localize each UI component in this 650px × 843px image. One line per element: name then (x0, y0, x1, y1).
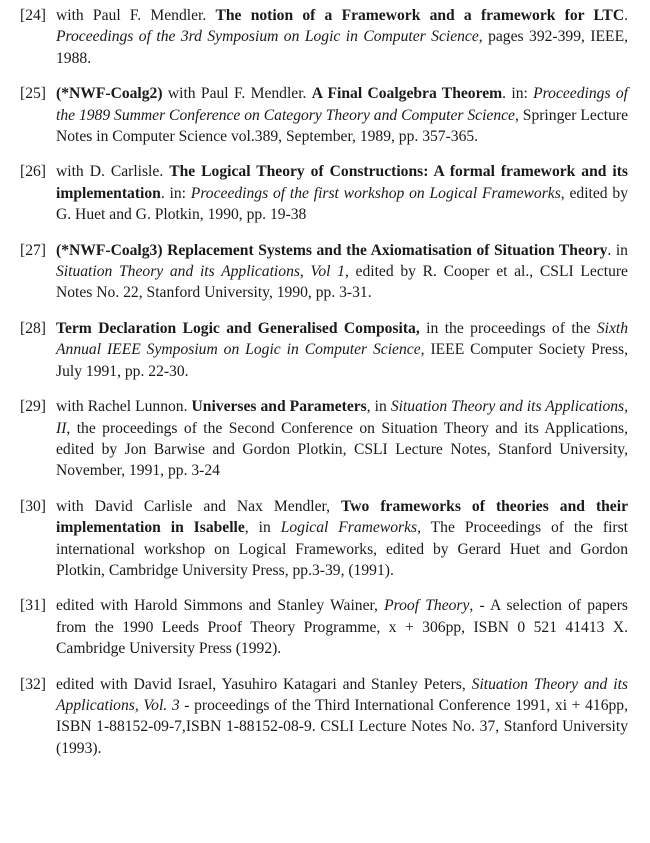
entry-number: [24] (20, 7, 46, 24)
entry-text: , The Proceedings of the first international workshop on Logical Frameworks, edited by Gerard Huet and Gordon Plotkin, Cambridge University Press, pp.3-39, (1991). (56, 519, 628, 579)
bibliography-entry (20, 161, 628, 225)
entry-text: , in (366, 398, 391, 416)
bibliography-entry (20, 83, 628, 147)
entry-title: The Logical Theory of Constructions: A formal framework and its implementation (56, 163, 629, 202)
entry-title: Two frameworks of theories and their implementation in Isabelle (56, 497, 628, 537)
entry-number: [27] (20, 241, 46, 259)
bibliography-entry (20, 595, 628, 659)
entry-text: . in: (502, 85, 534, 103)
entry-number: [28] (20, 319, 46, 337)
entry-text: . in: (160, 184, 191, 202)
entry-text: . (624, 7, 629, 24)
entry-number: [31] (20, 597, 46, 615)
entry-text: edited with David Israel, Yasuhiro Katagari and Stanley Peters, (56, 675, 472, 693)
entry-number: [32] (20, 675, 46, 693)
entry-venue: Situation Theory and its Applications, Vol 1 (56, 263, 345, 281)
entry-venue: Situation Theory and its Applications, Vol. 3 (56, 675, 628, 714)
entry-number: [30] (20, 497, 46, 515)
entry-number: [29] (20, 398, 46, 416)
entry-title: A Final Coalgebra Theorem (311, 85, 503, 103)
entry-title: Term Declaration Logic and Generalised Composita, (56, 319, 420, 337)
bibliography-entry (20, 674, 628, 760)
entry-text: with Rachel Lunnon. (56, 398, 192, 416)
bibliography-list (20, 5, 628, 759)
entry-venue: Proof Theory (384, 597, 470, 615)
entry-text: - proceedings of the Third International Conference 1991, xi + 416pp, ISBN 1-88152-09-7,ISBN 1-88152-08-9. CSLI Lecture Notes No. 37, Stanford University (1993). (56, 696, 628, 757)
entry-title: (*NWF-Coalg2) (56, 85, 163, 103)
entry-text: with David Carlisle and Nax Mendler, (56, 497, 342, 515)
entry-text: , the proceedings of the Second Conference on Situation Theory and its Applications, edited by Jon Barwise and Gordon Plotkin, CSLI Lecture Notes, Stanford University, November, 1991, pp. 3-24 (56, 419, 628, 480)
entry-venue: Proceedings of the 3rd Symposium on Logic in Computer Science (56, 28, 479, 46)
entry-venue: Sixth Annual IEEE Symposium on Logic in Computer Science (56, 319, 628, 359)
entry-text: with D. Carlisle. (56, 163, 170, 181)
entry-number: [25] (20, 85, 46, 103)
entry-venue: Situation Theory and its Applications, II (56, 398, 629, 437)
entry-number: [26] (20, 163, 46, 181)
entry-venue: Proceedings of the first workshop on Logical Frameworks (190, 184, 561, 202)
entry-text: with Paul F. Mendler. (56, 7, 216, 24)
bibliography-entry (20, 496, 628, 582)
bibliography-entry (20, 240, 628, 304)
entry-text: in the proceedings of the (419, 319, 597, 337)
entry-text: . in (607, 241, 628, 259)
entry-text: , - A selection of papers from the 1990 Leeds Proof Theory Programme, x + 306pp, ISBN 0 521 41413 X. Cambridge University Press (1992). (56, 597, 628, 658)
entry-title: Universes and Parameters (191, 398, 367, 416)
entry-title: The notion of a Framework and a framework for LTC (215, 7, 625, 24)
entry-text: edited with Harold Simmons and Stanley Wainer, (56, 597, 385, 615)
bibliography-entry (20, 5, 628, 69)
entry-venue: Logical Frameworks (280, 519, 418, 537)
entry-text: with Paul F. Mendler. (162, 85, 312, 103)
entry-title: (*NWF-Coalg3) Replacement Systems and the Axiomatisation of Situation Theory (56, 241, 608, 259)
entry-text: , in (244, 519, 281, 537)
entry-venue: Proceedings of the 1989 Summer Conference on Category Theory and Computer Science (56, 85, 628, 124)
entry-text: , edited by G. Huet and G. Plotkin, 1990, pp. 19-38 (56, 184, 628, 224)
entry-text: , pages 392-399, IEEE, 1988. (56, 28, 628, 67)
entry-text: , IEEE Computer Society Press, July 1991, pp. 22-30. (56, 341, 628, 380)
entry-text: , Springer Lecture Notes in Computer Science vol.389, September, 1989, pp. 357-365. (56, 106, 628, 146)
bibliography-entry (20, 318, 628, 382)
entry-text: , edited by R. Cooper et al., CSLI Lecture Notes No. 22, Stanford University, 1990, pp. 3-31. (56, 263, 628, 302)
bibliography-entry (20, 396, 628, 482)
